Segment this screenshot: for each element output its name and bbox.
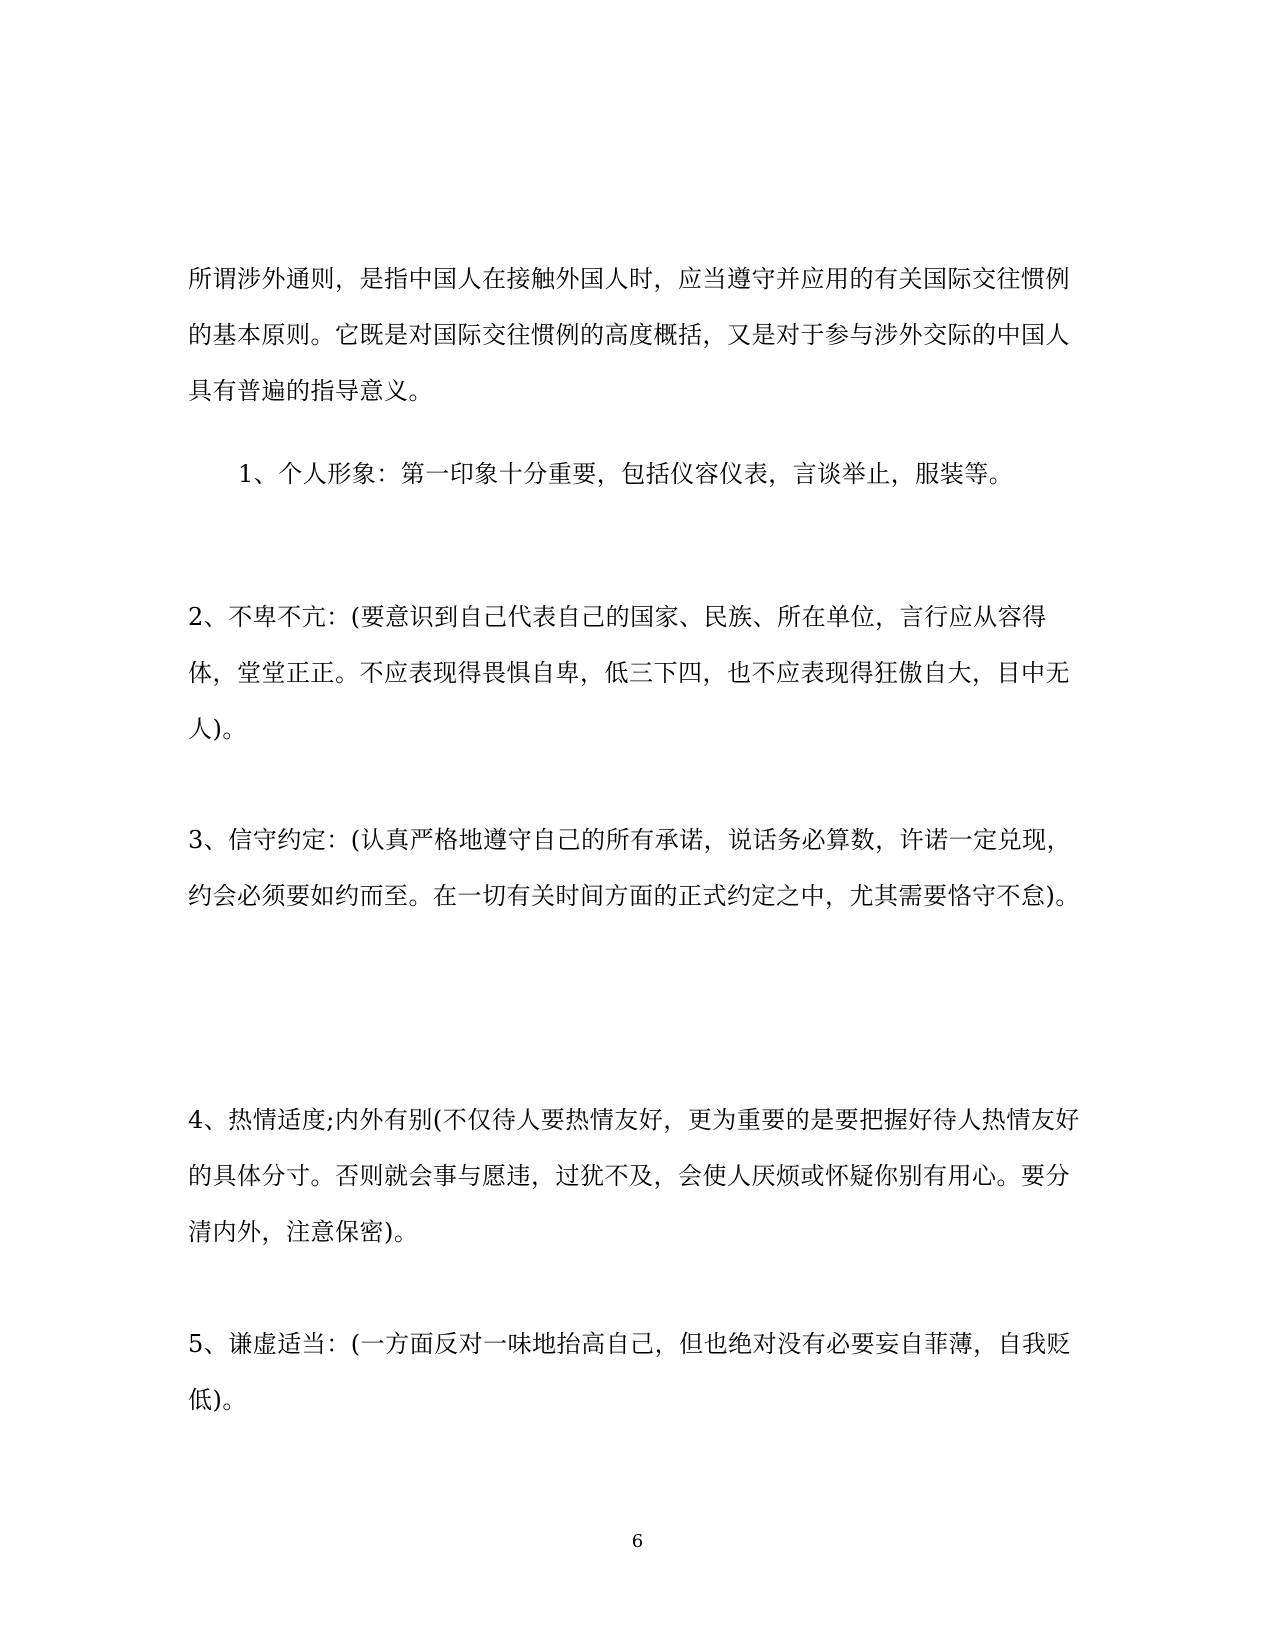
intro-paragraph: 所谓涉外通则，是指中国人在接触外国人时，应当遵守并应用的有关国际交往惯例的基本原则。它既是对国际交往惯例的高度概括，又是对于参与涉外交际的中国人具有普遍的指导意义。: [188, 265, 1070, 405]
item-4-paragraph: 4、热情适度;内外有别(不仅待人要热情友好，更为重要的是要把握好待人热情友好的具体分寸。否则就会事与愿违，过犹不及，会使人厌烦或怀疑你别有用心。要分清内外，注意保密)。: [188, 1106, 1080, 1246]
page-number: 6: [631, 1531, 644, 1552]
item-3-paragraph: 3、信守约定：(认真严格地遵守自己的所有承诺，说话务必算数，许诺一定兑现，约会必须要如约而至。在一切有关时间方面的正式约定之中，尤其需要恪守不怠)。: [188, 826, 1080, 910]
item-1-paragraph: 1、个人形象：第一印象十分重要，包括仪容仪表，言谈举止，服装等。: [238, 460, 1014, 488]
item-5-paragraph: 5、谦虚适当：(一方面反对一味地抬高自己，但也绝对没有必要妄自菲薄，自我贬低)。: [188, 1330, 1072, 1414]
item-2-paragraph: 2、不卑不亢：(要意识到自己代表自己的国家、民族、所在单位，言行应从容得体，堂堂正正。不应表现得畏惧自卑，低三下四，也不应表现得狂傲自大，目中无人)。: [188, 603, 1070, 743]
